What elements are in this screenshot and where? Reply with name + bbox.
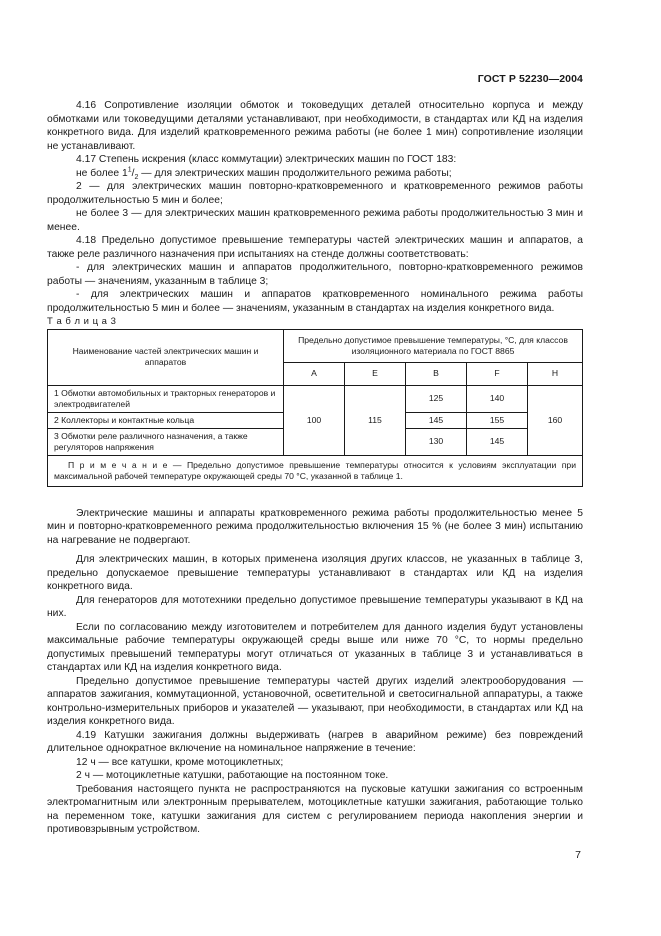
row-name: 3 Обмотки реле различного назначения, а также регуляторов напряжения xyxy=(48,428,284,455)
paragraph-4-17: 4.17 Степень искрения (класс коммутации) электрических машин по ГОСТ 183: xyxy=(76,154,457,165)
list-item: 12 ч — все катушки, кроме мотоциклетных; xyxy=(76,756,284,768)
paragraph: Если по согласованию между изготовителем и потребителем для данного изделия будут установлены максимальные рабочие температуры окружающей среды выше или ниже 70 °С, то нормы предельно допустимых превышений температуры могут отличаться от указанных в таблице 3 и устанавливаться в стандартах или КД на изделия конкретного вида. xyxy=(47,621,583,673)
value-b: 145 xyxy=(406,412,467,428)
class-header-e: E xyxy=(345,362,406,385)
paragraph: Предельно допустимое превышение температуры частей других изделий электрооборудования — аппаратов зажигания, коммутационной, установочной, осветительной и светосигнальной аппаратуры, а также контрольно-измерительных приборов и указателей — указывают, при необходимости, в стандартах или КД на изделия конкретного вида. xyxy=(47,675,583,727)
paragraph-4-19: 4.19 Катушки зажигания должны выдерживать (нагрев в аварийном режиме) без повреждений длительное однократное включение на номинальное напряжение в течение: xyxy=(47,729,583,754)
class-header-b: B xyxy=(406,362,467,385)
row-name: 1 Обмотки автомобильных и тракторных генераторов и электродвигателей xyxy=(48,385,284,412)
table-caption: Т а б л и ц а 3 xyxy=(47,316,117,327)
value-b: 125 xyxy=(406,385,467,412)
document-id: ГОСТ Р 52230—2004 xyxy=(477,73,583,85)
table-row xyxy=(48,385,583,412)
list-item: - для электрических машин и аппаратов кратковременного номинального режима работы продолжительностью 5 мин и более — значениям, указанным в стандартах на изделия конкретного вида. xyxy=(47,289,583,314)
merged-value-e: 115 xyxy=(345,385,406,455)
sparking-class-2: 2 — для электрических машин повторно-кратковременного и кратковременного режимов работы продолжительностью 5 мин и более; xyxy=(47,181,583,206)
paragraph: Требования настоящего пункта не распространяются на пусковые катушки зажигания со встроенным электромагнитным или электронным прерывателем, мотоциклетные катушки зажигания, работающие только на переменном токе, катушки зажигания для систем с регулированием периода накопления энергии и противовзрывным устройством. xyxy=(47,783,583,835)
column-group-header: Предельно допустимое превышение температуры, °С, для классов изоляционного материала по ГОСТ 8865 xyxy=(284,329,583,362)
note-text: — Предельно допустимое превышение температуры относится к условиям эксплуатации при максимальной рабочей температуре окружающей среды 70 °С, указанной в таблице 1. xyxy=(54,459,576,481)
paragraph: Для генераторов для мототехники предельно допустимое превышение температуры указывают в КД на них. xyxy=(47,594,583,619)
value-b: 130 xyxy=(406,428,467,455)
class-header-a: A xyxy=(284,362,345,385)
column-header-name: Наименование частей электрических машин и аппаратов xyxy=(48,329,284,385)
paragraph: Для электрических машин, в которых применена изоляция других классов, не указанных в таблице 3, предельно допускаемое превышение температуры устанавливают в стандартах или КД на изделия конкретного вида. xyxy=(47,554,583,592)
merged-value-h: 160 xyxy=(528,385,583,455)
list-item: 2 ч — мотоциклетные катушки, работающие на постоянном токе. xyxy=(76,770,389,781)
temperature-rise-table xyxy=(47,329,583,487)
sparking-class-3: не более 3 — для электрических машин кратковременного режима работы продолжительностью 3 мин и менее. xyxy=(47,208,583,233)
class-header-f: F xyxy=(467,362,528,385)
class-header-h: H xyxy=(528,362,583,385)
page-body xyxy=(47,99,583,837)
note-label: П р и м е ч а н и е xyxy=(68,459,168,470)
value-f: 140 xyxy=(467,385,528,412)
value-f: 145 xyxy=(467,428,528,455)
value-f: 155 xyxy=(467,412,528,428)
table-note xyxy=(48,455,583,486)
paragraph: Электрические машины и аппараты кратковременного режима работы продолжительностью менее 5 мин и повторно-кратковременного режима продолжительностью включения 15 % (не более 3 мин) испытанию на нагревание не подвергают. xyxy=(47,507,583,546)
row-name: 2 Коллекторы и контактные кольца xyxy=(48,412,284,428)
merged-value-a: 100 xyxy=(284,385,345,455)
sparking-class-1: не более $1^1/_2$ — для электрических машин продолжительного режима работы; xyxy=(76,166,452,181)
paragraph-4-16: 4.16 Сопротивление изоляции обмоток и токоведущих деталей относительно корпуса и между обмотками или токоведущими деталями устанавливают, при необходимости, в стандартах или КД на изделия конкретного вида. Для изделий кратковременного режима работы (не более 1 мин) сопротивление изоляции не устанавливают. xyxy=(47,100,583,152)
list-item: - для электрических машин и аппаратов продолжительного, повторно-кратковременного режимов работы — значениям, указанным в таблице 3; xyxy=(47,262,583,287)
page-number: 7 xyxy=(575,849,581,861)
paragraph-4-18: 4.18 Предельно допустимое превышение температуры частей электрических машин и аппаратов, а также реле различного назначения при испытаниях на стенде должны соответствовать: xyxy=(47,235,583,260)
